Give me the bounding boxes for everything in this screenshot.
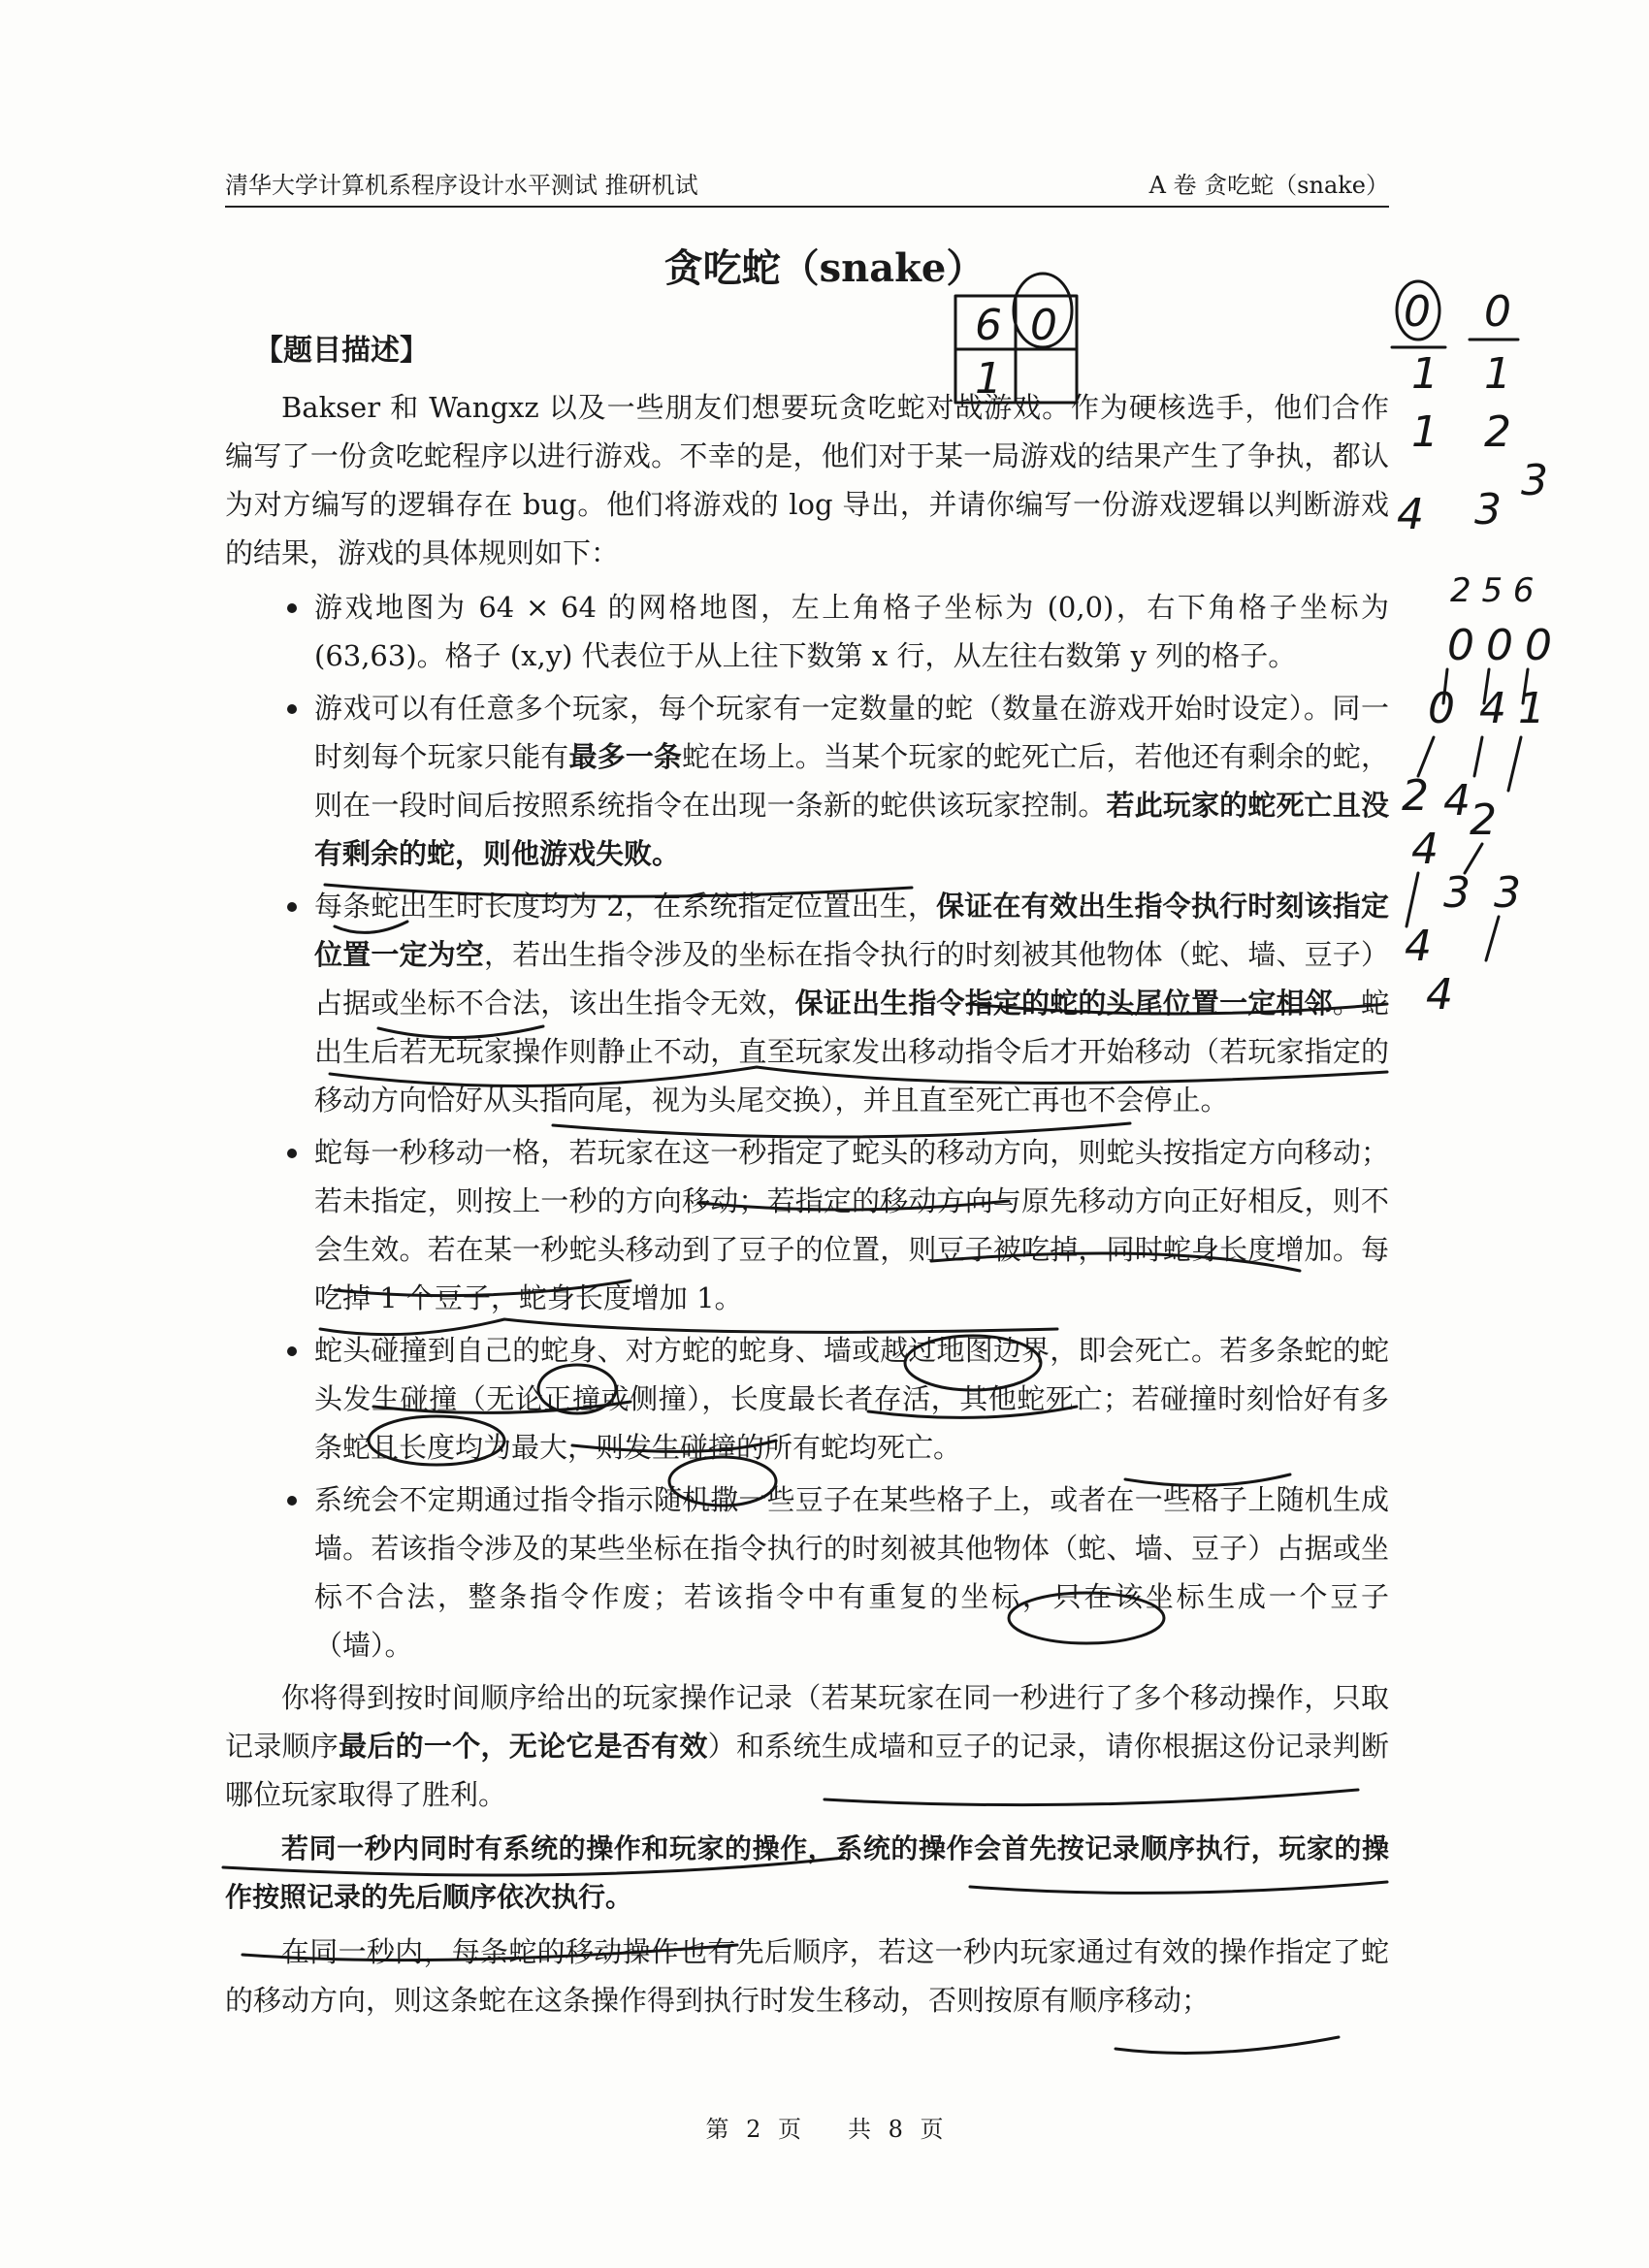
- margin-arrow: [1406, 873, 1418, 926]
- rule-text: 。蛇出生后若无玩家操作则静止不动，直至玩家发出移动指令后才开始移动（若玩家指定的移动方向恰好从头指向尾，视为头尾交换），并且直至死亡再也不会停止。: [314, 987, 1389, 1117]
- margin-digit: 4: [1397, 490, 1424, 539]
- margin-digit: 0: [1428, 684, 1455, 733]
- log-text: 你将得到按时间顺序给出的玩家操作记录（若某玩家在同一秒进行了多个移动操作，只取记录顺序: [225, 1681, 1389, 1763]
- margin-digit: 2: [1470, 795, 1497, 845]
- margin-digit: 2: [1484, 407, 1511, 457]
- margin-arrow: [1474, 737, 1482, 776]
- grid-sketch-digit: 1: [975, 354, 1002, 404]
- margin-digit: 1: [1411, 349, 1439, 399]
- grid-sketch-digit: 0: [1030, 301, 1057, 350]
- order-paragraph: 若同一秒内同时有系统的操作和玩家的操作，系统的操作会首先按记录顺序执行，玩家的操作按照记录的先后顺序依次执行。: [225, 1832, 1389, 1913]
- move-order-paragraph: 在同一秒内，每条蛇的移动操作也有先后顺序，若这一秒内玩家通过有效的操作指定了蛇的移动方向，则这条蛇在这条操作得到执行时发生移动，否则按原有顺序移动；: [225, 1935, 1389, 2017]
- margin-notes: [1392, 281, 1552, 1020]
- rule-item: [314, 1475, 1389, 1669]
- rule-item: [314, 583, 1389, 680]
- margin-digit: 0: [1404, 287, 1431, 337]
- margin-arrow: [1484, 669, 1489, 703]
- margin-digit: 1: [1484, 349, 1511, 399]
- margin-digit: 0: [1447, 621, 1474, 670]
- log-paragraph: [225, 1673, 1389, 1819]
- margin-digit: 4: [1479, 684, 1506, 733]
- margin-digit: 0: [1484, 287, 1511, 337]
- rule-text: 游戏地图为 64 × 64 的网格地图，左上角格子坐标为 (0,0)，右下角格子坐标为 (63,63)。格子 (x,y) 代表位于从上往下数第 x 行，从左往右数第 y 列的格子。: [314, 591, 1389, 672]
- margin-arrow: [1523, 669, 1528, 703]
- rule-text: 游戏可以有任意多个玩家，每个玩家有一定数量的蛇（数量在游戏开始时设定）。同一时刻每个玩家只能有: [314, 692, 1389, 773]
- rule-text: 蛇每一秒移动一格，若玩家在这一秒指定了蛇头的移动方向，则蛇头按指定方向移动；若未指定，则按上一秒的方向移动；若指定的移动方向与原先移动方向正好相反，则不会生效。若在某一秒蛇头移动到了豆子的位置，则豆子被吃掉，同时蛇身长度增加。每吃掉 1 个豆子，蛇身长度增加 1。: [314, 1136, 1389, 1314]
- margin-arrow: [1465, 844, 1482, 873]
- margin-digit: 4: [1443, 776, 1471, 826]
- margin-arrow: [1486, 917, 1499, 960]
- margin-arrow: [1508, 737, 1521, 791]
- rule-item: [314, 882, 1389, 1124]
- margin-digit: 1: [1518, 684, 1545, 733]
- rule-text: 蛇在场上。当某个玩家的蛇死亡后，若他还有剩余的蛇，则在一段时间后按照系统指令在出现一条新的蛇供该玩家控制。: [314, 740, 1389, 822]
- header-exam-name: 清华大学计算机系程序设计水平测试 推研机试: [225, 172, 698, 199]
- rule-bold-text: 保证在有效出生指令执行时刻该指定位置一定为空: [314, 890, 1389, 971]
- margin-digit: 1: [1411, 407, 1439, 457]
- margin-digit: 4: [1426, 970, 1453, 1020]
- rule-text: 蛇头碰撞到自己的蛇身、对方蛇的蛇身、墙或越过地图边界，即会死亡。若多条蛇的蛇头发生碰撞（无论正撞或侧撞），长度最长者存活，其他蛇死亡；若碰撞时刻恰好有多条蛇且长度均为最大，则发生碰撞的所有蛇均死亡。: [314, 1334, 1389, 1464]
- rules-list: [225, 583, 1389, 1669]
- margin-digit: 0: [1525, 621, 1552, 670]
- problem-title: 贪吃蛇（snake）: [663, 245, 986, 291]
- rule-item: [314, 1326, 1389, 1472]
- running-header: [225, 167, 1389, 208]
- margin-digit: 3: [1521, 456, 1548, 505]
- rule-bold-text: 若此玩家的蛇死亡且没有剩余的蛇，则他游戏失败。: [314, 789, 1389, 870]
- margin-digit: 4: [1411, 825, 1439, 874]
- margin-arrow: [1443, 669, 1447, 703]
- log-bold-text: 最后的一个，无论它是否有效: [339, 1730, 708, 1763]
- margin-digit: 3: [1474, 485, 1502, 535]
- rule-text: 每条蛇出生时长度均为 2，在系统指定位置出生，: [314, 890, 937, 923]
- margin-digit: 2: [1402, 771, 1429, 821]
- rule-bold-text: 保证出生指令指定的蛇的头尾位置一定相邻: [794, 987, 1333, 1020]
- underline-stroke: [1116, 2037, 1339, 2053]
- rule-text: ，若出生指令涉及的坐标在指令执行的时刻被其他物体（蛇、墙、豆子）占据或坐标不合法，该出生指令无效，: [314, 938, 1389, 1020]
- header-problem-name: A 卷 贪吃蛇（snake）: [1148, 172, 1389, 199]
- intro-paragraph: Bakser 和 Wangxz 以及一些朋友们想要玩贪吃蛇对战游戏。作为硬核选手，他们合作编写了一份贪吃蛇程序以进行游戏。不幸的是，他们对于某一局游戏的结果产生了争执，都认为对方编写的逻辑存在 bug。他们将游戏的 log 导出，并请你编写一份游戏逻辑以判断游戏的结果，游戏的具体规则如下：: [225, 391, 1389, 569]
- margin-digit: 3: [1494, 868, 1521, 918]
- rule-bold-text: 最多一条: [568, 740, 683, 773]
- margin-digit: 2 5 6: [1450, 571, 1535, 610]
- problem-body: [225, 383, 1389, 2030]
- margin-arrow: [1418, 737, 1434, 776]
- log-text: ）和系统生成墙和豆子的记录，请你根据这份记录判断哪位玩家取得了胜利。: [225, 1730, 1389, 1811]
- rule-item: [314, 684, 1389, 878]
- margin-digit: 4: [1405, 922, 1432, 971]
- page-footer: 第 2 页 共 8 页: [705, 2116, 944, 2143]
- section-heading-description: 【题目描述】: [254, 334, 429, 368]
- margin-digit: 0: [1486, 621, 1513, 670]
- rule-item: [314, 1128, 1389, 1322]
- grid-sketch-digit: 6: [975, 301, 1002, 350]
- rule-text: 系统会不定期通过指令指示随机撒一些豆子在某些格子上，或者在一些格子上随机生成墙。若该指令涉及的某些坐标在指令执行的时刻被其他物体（蛇、墙、豆子）占据或坐标不合法，整条指令作废；若该指令中有重复的坐标，只在该坐标生成一个豆子（墙）。: [314, 1483, 1389, 1662]
- margin-digit: 3: [1443, 868, 1471, 918]
